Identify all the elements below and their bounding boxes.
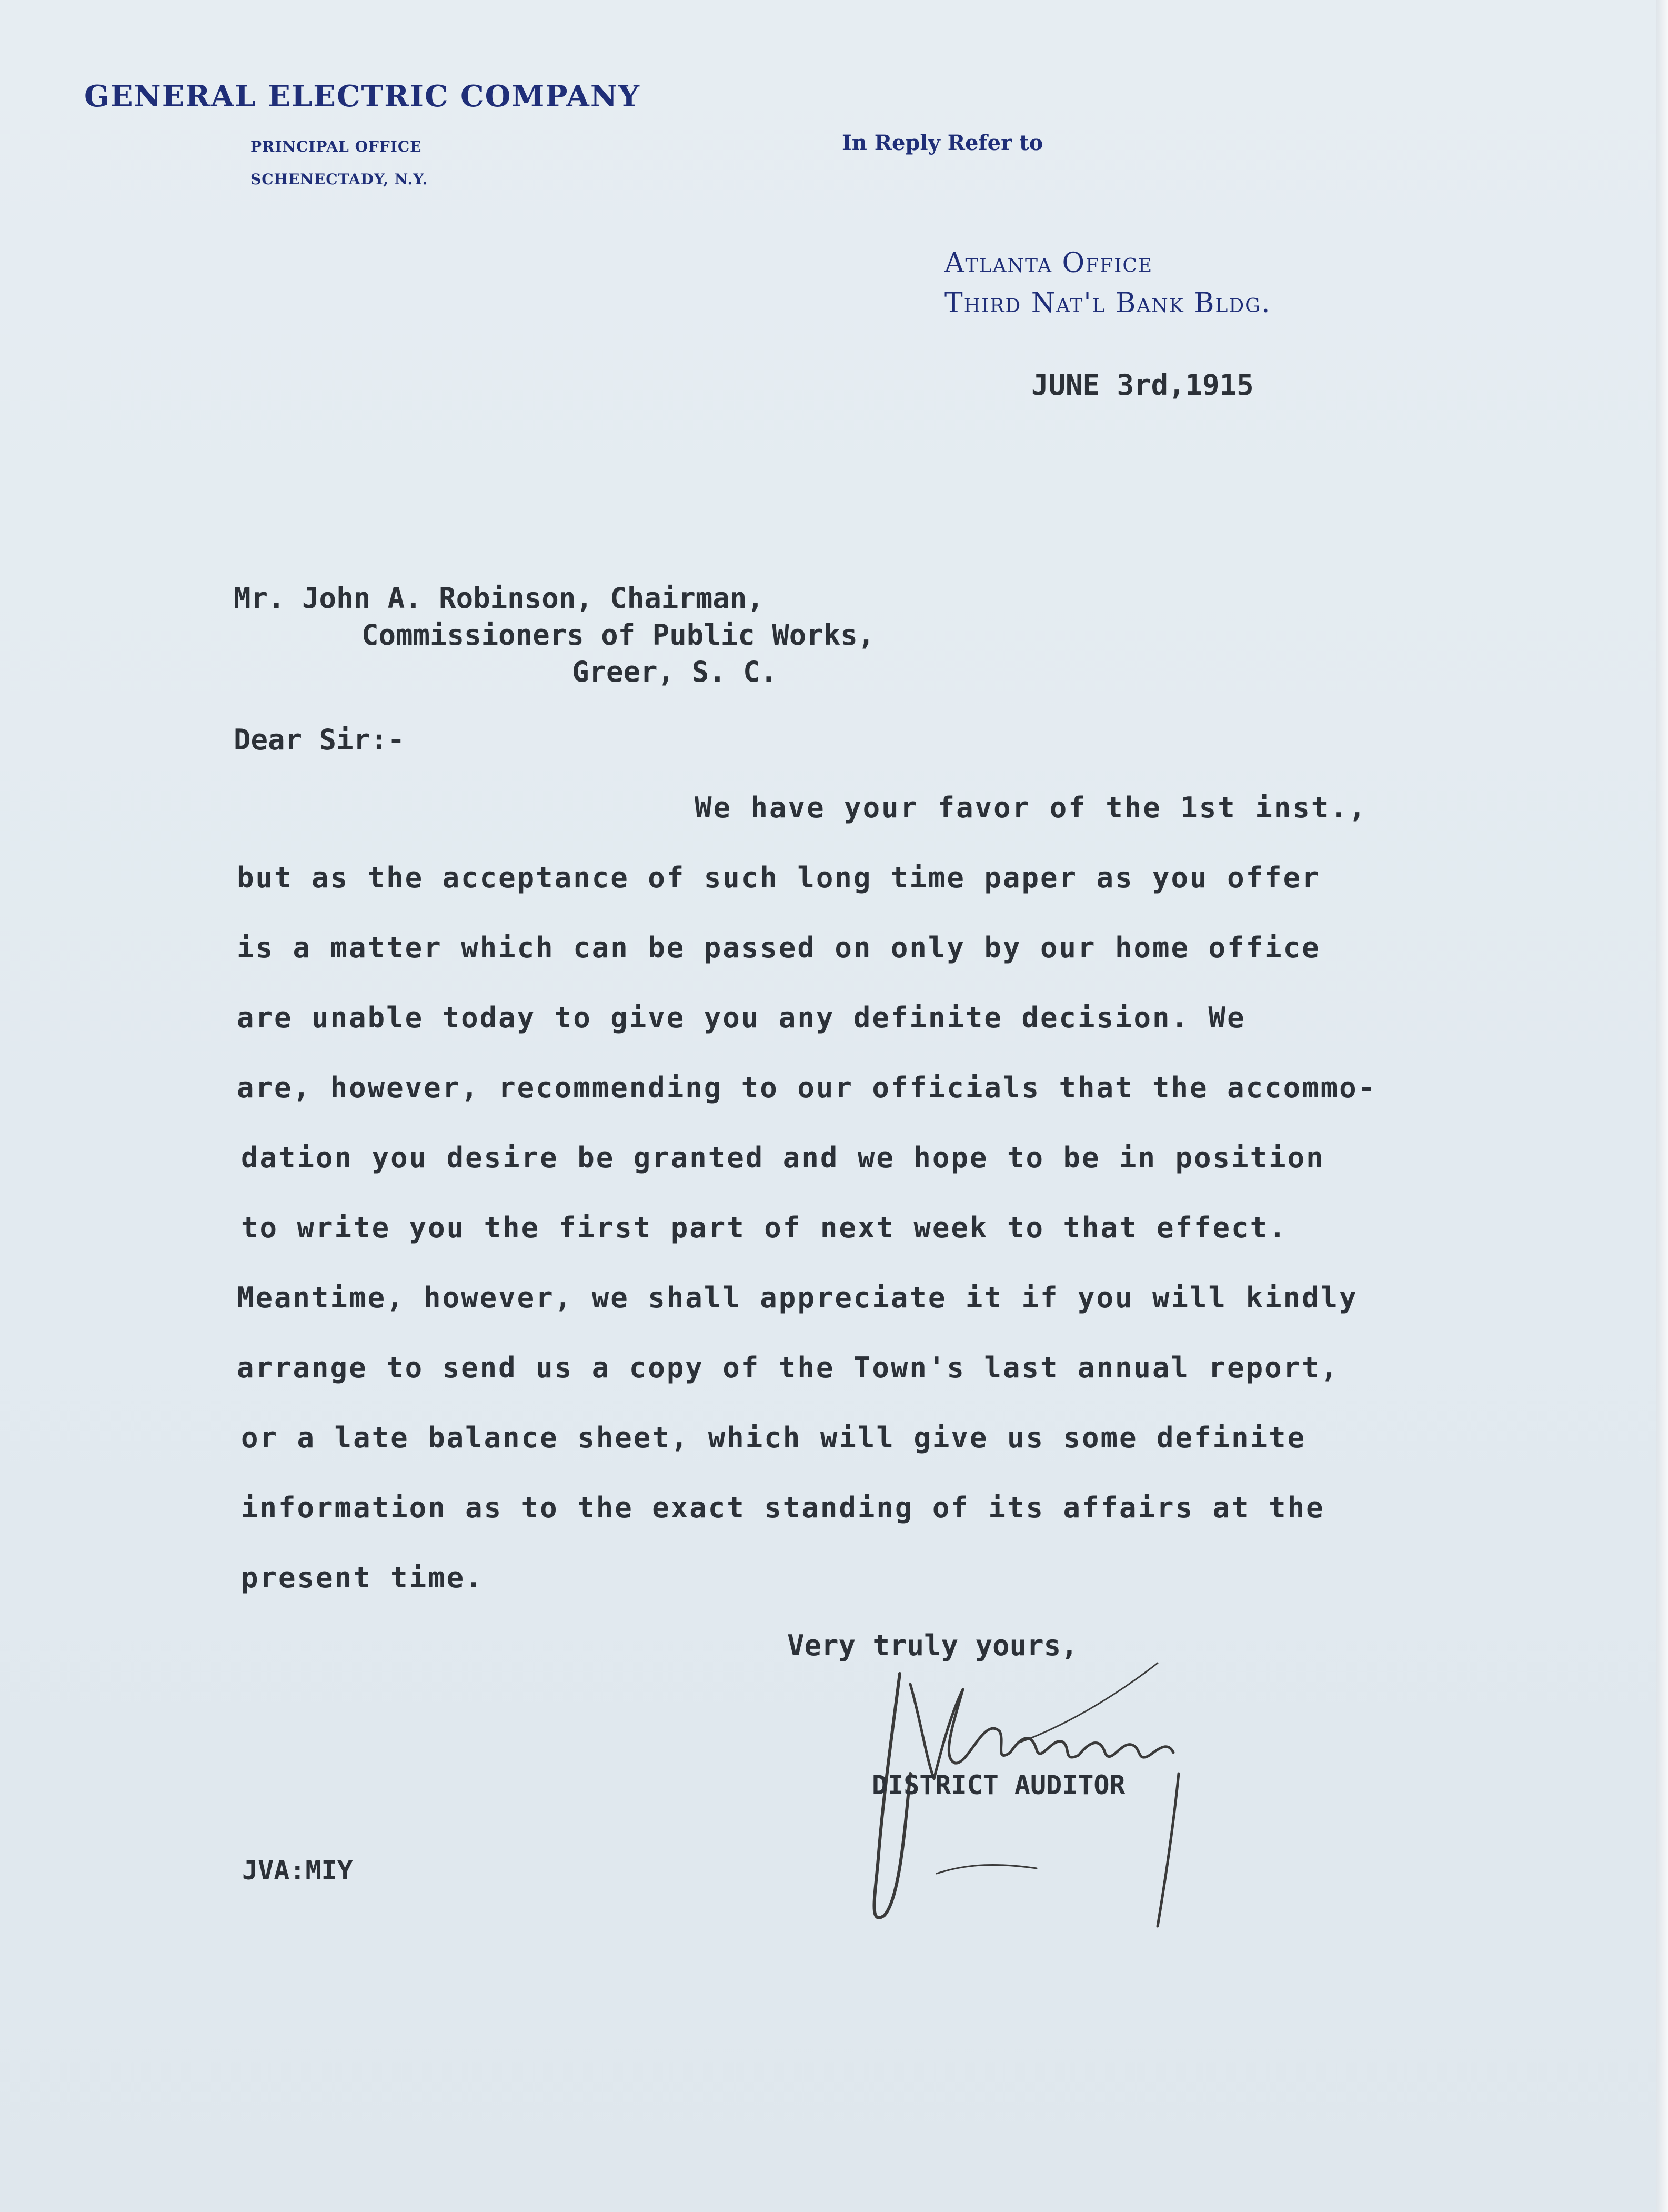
salutation: Dear Sir:- — [234, 723, 405, 756]
principal-office-city: SCHENECTADY, N.Y. — [250, 171, 428, 188]
body-line: Meantime, however, we shall appreciate it if you will kindly — [237, 1281, 1358, 1314]
body-line: or a late balance sheet, which will give us some definite — [241, 1421, 1307, 1454]
principal-office-label: PRINCIPAL OFFICE — [250, 138, 422, 155]
signatory-title: DISTRICT AUDITOR — [872, 1770, 1126, 1800]
letter-date: JUNE 3rd,1915 — [1031, 368, 1254, 402]
recipient-organization: Commissioners of Public Works, — [361, 618, 875, 652]
complimentary-close: Very truly yours, — [787, 1629, 1078, 1662]
body-line: arrange to send us a copy of the Town's last annual report, — [237, 1351, 1340, 1384]
body-line: information as to the exact standing of its affairs at the — [241, 1491, 1325, 1524]
recipient-location: Greer, S. C. — [572, 655, 778, 688]
company-name: GENERAL ELECTRIC COMPANY — [84, 79, 641, 114]
body-line: We have your favor of the 1st inst., — [695, 791, 1368, 824]
paper-edge — [1656, 0, 1668, 2212]
branch-office-address: Third Nat'l Bank Bldg. — [944, 287, 1271, 319]
body-line: to write you the first part of next week to that effect. — [241, 1211, 1288, 1244]
reference-initials: JVA:MIY — [242, 1855, 353, 1886]
body-line: are unable today to give you any definite decision. We — [237, 1001, 1246, 1034]
body-line: present time. — [241, 1561, 484, 1594]
recipient-name: Mr. John A. Robinson, Chairman, — [234, 582, 764, 615]
body-line: but as the acceptance of such long time paper as you offer — [237, 861, 1321, 894]
body-line: is a matter which can be passed on only by our home office — [237, 931, 1321, 964]
reply-refer-label: In Reply Refer to — [842, 131, 1043, 155]
branch-office-name: Atlanta Office — [944, 247, 1153, 279]
body-line: are, however, recommending to our officials that the accommo- — [237, 1071, 1377, 1104]
body-line: dation you desire be granted and we hope to be in position — [241, 1141, 1325, 1174]
